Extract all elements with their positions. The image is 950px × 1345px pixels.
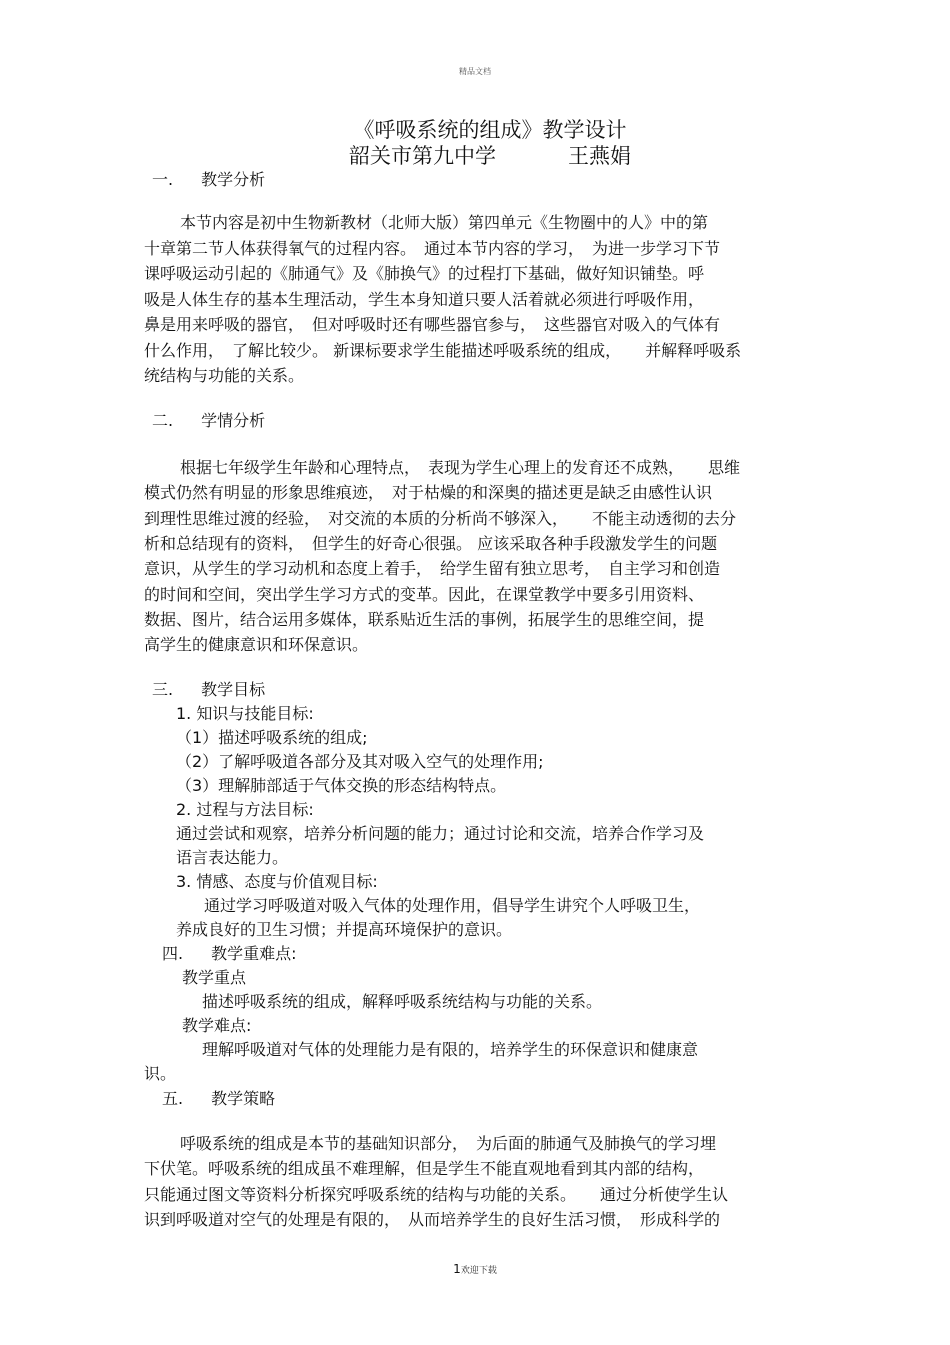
section-title: 教学重难点: [211, 944, 297, 963]
author-name: 王燕娟 [568, 144, 631, 168]
difficulty-label: 教学难点: [182, 1016, 252, 1035]
text-line: 高学生的健康意识和环保意识。 [144, 635, 369, 654]
text-line: 识到呼吸道对空气的处理是有限的， 从而培养学生的良好生活习惯， 形成科学的 [144, 1210, 721, 1229]
document-subtitle [0, 140, 950, 170]
section-number: 二. [152, 411, 174, 430]
text-line: 鼻是用来呼吸的器官， 但对呼吸时还有哪些器官参与， 这些器官对吸入的气体有 [144, 315, 721, 334]
text-line: 析和总结现有的资料， 但学生的好奇心很强。 应该采取各种手段激发学生的问题 [144, 534, 718, 553]
goal-title-2: 2. 过程与方法目标: [176, 800, 314, 819]
section-number: 五. [162, 1089, 184, 1108]
text-line: 下伏笔。呼吸系统的组成虽不难理解，但是学生不能直观地看到其内部的结构， [144, 1159, 705, 1178]
page-footer [0, 1262, 950, 1276]
difficulty-text: 理解呼吸道对气体的处理能力是有限的，培养学生的环保意识和健康意 [202, 1040, 699, 1059]
goal-item: （1）描述呼吸系统的组成; [176, 728, 368, 747]
text-line: 什么作用， 了解比较少。 新课标要求学生能描述呼吸系统的组成， 并解释呼吸系 [144, 341, 742, 360]
section-title: 学情分析 [201, 411, 266, 430]
key-label: 教学重点 [182, 968, 247, 987]
text-line: 只能通过图文等资料分析探究呼吸系统的结构与功能的关系。 通过分析使学生认 [144, 1185, 729, 1204]
page-number: 1 [453, 1262, 461, 1276]
text-line: 十章第二节人体获得氧气的过程内容。 通过本节内容的学习， 为进一步学习下节 [144, 239, 721, 258]
section-heading-2 [152, 411, 265, 431]
section-heading-3 [152, 680, 265, 700]
section-heading-5 [162, 1089, 275, 1109]
text-line: 到理性思维过渡的经验， 对交流的本质的分析尚不够深入， 不能主动透彻的去分 [144, 509, 737, 528]
text-line: 统结构与功能的关系。 [144, 366, 305, 385]
section-heading-1 [152, 170, 265, 190]
text-line: 根据七年级学生年龄和心理特点， 表现为学生心理上的发育还不成熟， 思维 [180, 458, 741, 477]
text-line: 的时间和空间，突出学生学习方式的变革。因此，在课堂教学中要多引用资料、 [144, 585, 705, 604]
school-name: 韶关市第九中学 [349, 144, 496, 168]
text-line: 吸是人体生存的基本生理活动，学生本身知道只要人活着就必须进行呼吸作用， [144, 290, 705, 309]
footer-note: 欢迎下载 [460, 1266, 497, 1276]
text-line: 课呼吸运动引起的《肺通气》及《肺换气》的过程打下基础，做好知识铺垫。呼 [144, 264, 705, 283]
text-line: 本节内容是初中生物新教材（北师大版）第四单元《生物圈中的人》中的第 [180, 213, 709, 232]
section-number: 三. [152, 680, 174, 699]
document-title: 《呼吸系统的组成》教学设计 [353, 118, 627, 142]
text-line: 数据、图片，结合运用多媒体，联系贴近生活的事例，拓展学生的思维空间，提 [144, 610, 705, 629]
text-line: 意识，从学生的学习动机和态度上着手， 给学生留有独立思考， 自主学习和创造 [144, 559, 721, 578]
goal-text: 通过尝试和观察，培养分析问题的能力；通过讨论和交流，培养合作学习及 [176, 824, 705, 843]
difficulty-text-cont: 识。 [144, 1064, 177, 1083]
section-title: 教学分析 [201, 170, 266, 189]
section-number: 一. [152, 170, 174, 189]
goal-text: 养成良好的卫生习惯；并提高环境保护的意识。 [176, 920, 513, 939]
goal-title-1: 1. 知识与技能目标: [176, 704, 314, 723]
goal-item: （3）理解肺部适于气体交换的形态结构特点。 [176, 776, 507, 795]
goal-text: 语言表达能力。 [176, 848, 289, 867]
section-title: 教学目标 [201, 680, 266, 699]
section-number: 四. [162, 944, 184, 963]
goal-title-3: 3. 情感、态度与价值观目标: [176, 872, 378, 891]
section-heading-4 [162, 944, 297, 964]
text-line: 模式仍然有明显的形象思维痕迹， 对于枯燥的和深奥的描述更是缺乏由感性认识 [144, 483, 713, 502]
goal-item: （2）了解呼吸道各部分及其对吸入空气的处理作用; [176, 752, 544, 771]
goal-text: 通过学习呼吸道对吸入气体的处理作用，倡导学生讲究个人呼吸卫生， [204, 896, 701, 915]
text-line: 呼吸系统的组成是本节的基础知识部分， 为后面的肺通气及肺换气的学习埋 [180, 1134, 717, 1153]
header-mark: 精品文档 [459, 67, 491, 76]
section-title: 教学策略 [211, 1089, 276, 1108]
key-text: 描述呼吸系统的组成，解释呼吸系统结构与功能的关系。 [202, 992, 603, 1011]
